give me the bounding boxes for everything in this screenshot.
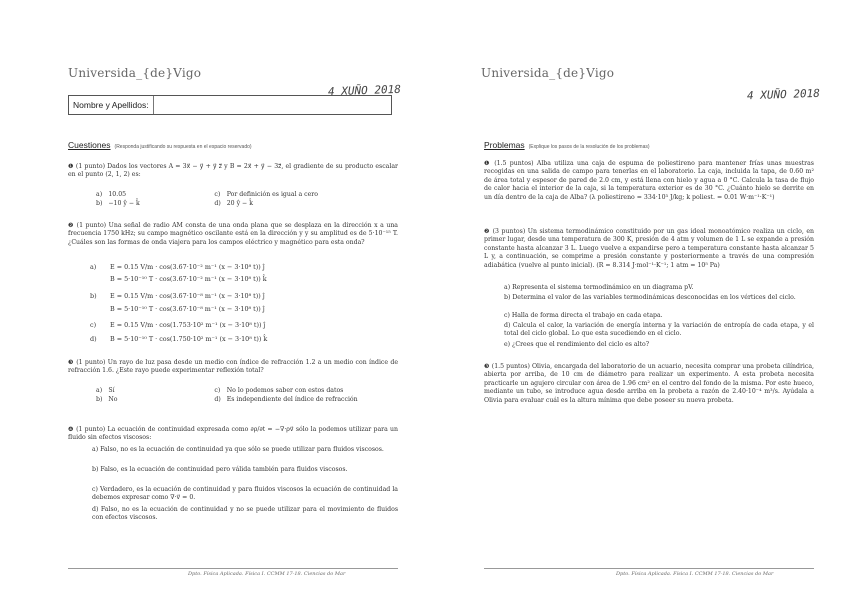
q4-item-b: b) Falso, es la ecuación de continuidad pero válida también para fluidos viscosos. — [92, 466, 348, 473]
section-subtitle: (Explique los pasos de la resolución de los problemas) — [528, 144, 650, 150]
q2-eq-5 — [90, 321, 265, 331]
name-label: Nombre y Apellidos: — [73, 100, 149, 110]
right-page — [424, 0, 848, 600]
q2-eq-1-text: E = 0.15 V/m · cos(3.67·10⁻² m⁻¹ (x − 3·10⁸ t)) ĵ — [110, 263, 265, 271]
q1-opt-a: 10.05 — [108, 191, 127, 198]
q3-opt-a: Sí — [108, 387, 115, 394]
footer-rule — [68, 568, 398, 569]
page-footer: Dpto. Física Aplicada. Física I. CCMM 17-18. Ciencias do Mar — [616, 571, 774, 577]
q3-opt-b-letter: b) — [96, 395, 103, 403]
q3-opt-b: No — [108, 395, 118, 403]
p2-item-c: c) Halla de forma directa el trabajo en cada etapa. — [504, 312, 663, 319]
section-subtitle: (Responda justificando su respuesta en el espacio reservado) — [114, 144, 252, 150]
q1-opt-c: Por definición es igual a cero — [226, 191, 318, 198]
q4-item-c: c) Verdadero, es la ecuación de continuidad y para fluidos viscosos la ecuación de continuidad la debemos expresar como ∇·v⃗ = 0. — [92, 486, 398, 502]
q2-eq-1-letter: a) — [90, 263, 97, 271]
section-title-problemas — [484, 140, 650, 150]
question-3-options — [96, 387, 364, 404]
problem-2-text: ❷ (3 puntos) Un sistema termodinámico constituido por un gas ideal monoatómico realiza un ciclo, en primer lugar, desde una temperatura de 300 K, presión de 4 atm y volumen de 1 L se expande a presión constante hasta alcanzar 3 L. Luego vuelve a expandirse pero a temperatura constante hasta alcanzar 5 L y, a continuación, se comprime a presión constante y posteriormente a través de una compresión adiabática (vuelve al punto inicial). (R = 8.314 J·mol⁻¹·K⁻¹; 1 atm = 10⁵ Pa) — [484, 228, 814, 269]
problem-1-text: ❶ (1.5 puntos) Alba utiliza una caja de espuma de poliestireno para mantener frías unas muestras recogidas en una salida de campo para tenerlas en el laboratorio. La caja, incluida la tapa, de 0.60 m² de área total y espesor de pared de 2.0 cm, y está llena con hielo y agua a 0 °C. Calcula la tasa de flujo de calor hacia el interior de la caja, si la temperatura exterior es de 30 °C. ¿Cuánto hielo se derrite en un día dentro de la caja de Alba? (λ poliestireno = 334·10³ J/kg; k poliest. = 0.01 W·m⁻¹·K⁻¹) — [484, 160, 814, 201]
p2-item-a: a) Representa el sistema termodinámico en un diagrama pV. — [504, 284, 694, 291]
q2-eq-1 — [90, 263, 265, 273]
section-title: Cuestiones — [68, 140, 111, 150]
q3-opt-d-letter: d) — [214, 395, 221, 403]
q3-opt-c-letter: c) — [214, 387, 221, 394]
q2-eq-4-text: B = 5·10⁻¹⁰ T · cos(3.67·10⁻⁸ m⁻¹ (x − 3·10⁸ t)) ĵ — [110, 305, 265, 313]
q3-opt-d: Es independiente del índice de refracción — [226, 395, 358, 403]
q1-opt-d: 20 ŷ − k̂ — [226, 199, 253, 207]
q1-opt-b: −10 ŷ − k̂ — [108, 199, 140, 207]
q1-opt-b-letter: b) — [96, 199, 103, 207]
section-title: Problemas — [484, 140, 525, 150]
problem-3-text: ❸ (1.5 puntos) Olivia, encargada del laboratorio de un acuario, necesita comprar una probeta cilíndrica, abierta por arriba, de 10 cm de diámetro para realizar un experimento. A esta probeta necesita practicarle un agujero circular con área de 1.96 cm² en el centro del fondo de la misma. Por este hueco, mediante un tubo, se introduce agua desde arriba en la probeta a razón de 2.40·10⁻⁴ m³/s. Ayúdala a Olivia para evaluar cuál es la altura mínima que debe poseer su nueva probeta. — [484, 363, 814, 404]
question-1-options — [96, 191, 324, 208]
university-logo: Universida_{de}Vigo — [481, 66, 615, 80]
name-divider — [153, 96, 154, 114]
university-logo: Universida_{de}Vigo — [68, 66, 202, 80]
handwritten-date: 4 XUÑO 2018 — [327, 82, 402, 99]
q2-eq-5-letter: c) — [90, 321, 97, 329]
q2-eq-6-text: B = 5·10⁻¹⁰ T · cos(1.750·10² m⁻¹ (x − 3·10⁸ t)) k̂ — [110, 335, 268, 343]
q1-opt-a-letter: a) — [96, 191, 103, 198]
q2-eq-5-text: E = 0.15 V/m · cos(1.753·10² m⁻¹ (x − 3·10⁸ t)) ĵ — [110, 321, 266, 329]
q4-item-a: a) Falso, no es la ecuación de continuidad ya que sólo se puede utilizar para fluidos viscosos. — [92, 446, 384, 453]
q2-eq-6-letter: d) — [90, 335, 97, 343]
question-3-text: ❸ (1 punto) Un rayo de luz pasa desde un medio con índice de refracción 1.2 a un medio con índice de refracción 1.6. ¿Este rayo puede experimentar reflexión total? — [68, 359, 398, 375]
p2-item-b: b) Determina el valor de las variables termodinámicas desconocidas en los vértices del ciclo. — [504, 294, 796, 301]
page-footer: Dpto. Física Aplicada. Física I. CCMM 17-18. Ciencias do Mar — [188, 571, 346, 577]
q3-opt-c: No lo podemos saber con estos datos — [226, 387, 344, 394]
q2-eq-6 — [90, 335, 267, 345]
question-1-text: ❶ (1 punto) Dados los vectores A = 3x⃗ − y⃗ + y⃗ z⃗ y B = 2x⃗ + y⃗ − 3z⃗, el gradiente de su producto escalar en el punto (2, 1, 2) es: — [68, 163, 398, 179]
section-title-cuestiones — [68, 140, 252, 150]
question-2-text: ❷ (1 punto) Una señal de radio AM consta de una onda plana que se desplaza en la dirección x a una frecuencia 1750 kHz; su campo magnético oscilante está en la dirección y y su amplitud es de 5·10⁻¹⁵ T. ¿Cuáles son las formas de onda viajera para los campos eléctrico y magnético para esta onda? — [68, 222, 398, 246]
handwritten-date: 4 XUÑO 2018 — [746, 86, 821, 103]
p2-item-d: d) Calcula el calor, la variación de energía interna y la variación de entropía de cada etapa, y el total del ciclo global. Lo que esta sucediendo en el ciclo. — [504, 322, 814, 338]
q2-eq-3-letter: b) — [90, 292, 97, 300]
q3-opt-a-letter: a) — [96, 387, 103, 394]
q2-eq-2 — [90, 275, 267, 285]
question-4-text: ❹ (1 punto) La ecuación de continuidad expresada como ∂ρ/∂t = −∇·ρv⃗ sólo la podemos utilizar para un fluido sin efectos viscosos: — [68, 426, 398, 442]
q2-eq-3-text: E = 0.15 V/m · cos(3.67·10⁻⁸ m⁻¹ (x − 3·10⁸ t)) ĵ — [110, 292, 265, 300]
footer-rule — [484, 568, 814, 569]
q4-item-d: d) Falso, no es la ecuación de continuidad y no se puede utilizar para el movimiento de fluidos con efectos viscosos. — [92, 506, 398, 522]
q2-eq-3 — [90, 292, 265, 302]
q1-opt-c-letter: c) — [214, 191, 221, 198]
q2-eq-2-text: B = 5·10⁻¹⁰ T · cos(3.67·10⁻² m⁻¹ (x − 3·10⁸ t)) k̂ — [110, 275, 267, 283]
p2-item-e: e) ¿Crees que el rendimiento del ciclo es alto? — [504, 341, 650, 348]
q2-eq-4 — [90, 305, 265, 315]
q1-opt-d-letter: d) — [214, 199, 221, 207]
name-field-box[interactable] — [68, 95, 392, 115]
